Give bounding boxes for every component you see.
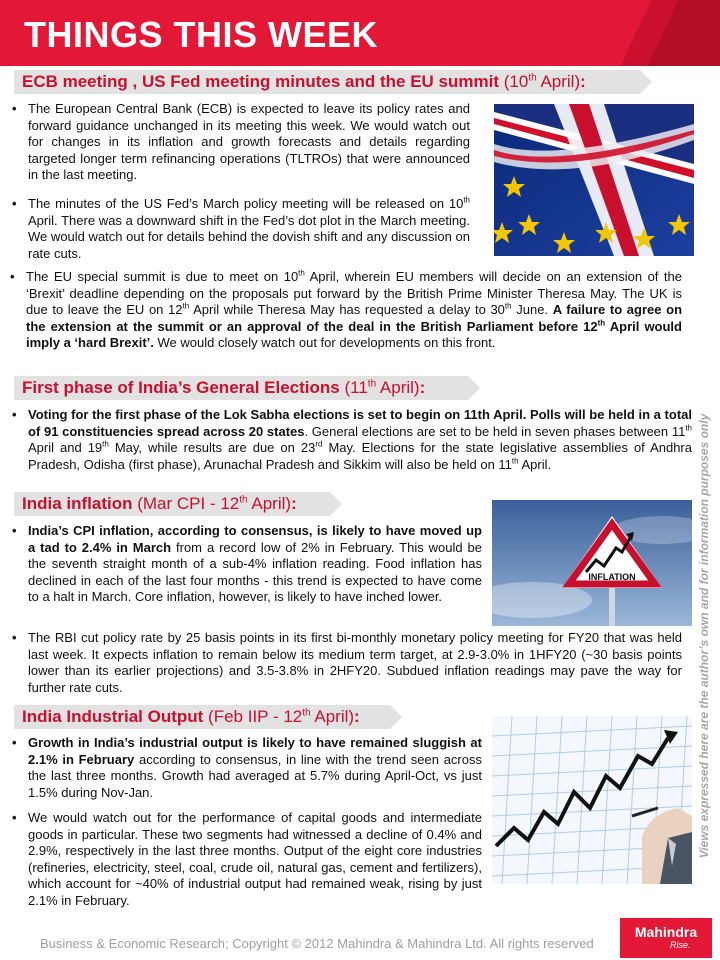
paragraph-rbi: • The RBI cut policy rate by 25 basis points in its first bi-monthly monetary policy meeting for FY20 that was held last week. It expects inflation to remain below its medium term target, at 2.9-3.0% in 1HFY20 (~30 basis points lower than its earlier projections) and 3.5-3.8% in 2HFY20. Subdued inflation readings may pave the way for further rate cuts. (28, 630, 682, 696)
paragraph-fed-minutes: • The minutes of the US Fed’s March policy meeting will be released on 10th April. There was a downward shift in the Fed’s dot plot in the March meeting. We would watch out for details behind the dovish shift and any discussion on rate cuts. (28, 196, 470, 262)
inflation-sign-image (492, 500, 692, 626)
footer-copyright: Business & Economic Research; Copyright © 2012 Mahindra & Mahindra Ltd. All rights reserved (40, 936, 594, 951)
inflation-sign-label: INFLATION (588, 572, 636, 582)
paragraph-eu-summit: • The EU special summit is due to meet on 10th April, wherein EU members will decide on an extension of the ‘Brexit’ deadline depending on the proposals put forward by the British Prime Minister Theresa May. The UK is due to leave the EU on 12th April while Theresa May has requested a delay to 30th June. A failure to agree on the extension at the summit or an approval of the deal in the British Parliament before 12th April would imply a ‘hard Brexit’. We would closely watch out for developments on this front. (26, 269, 682, 352)
paragraph-ecb: • The European Central Bank (ECB) is expected to leave its policy rates and forward guidance unchanged in its meeting this week. We would watch out for changes in its inflation and growth forecasts and details regarding targeted longer term refinancing operations (TLTROs) that were announced in the last meeting. (28, 101, 470, 184)
logo-tagline: Rise. (670, 940, 691, 950)
uk-eu-flag-image (494, 104, 694, 256)
section-header-ecb: ECB meeting , US Fed meeting minutes and the EU summit (10th April): (14, 70, 640, 94)
paragraph-elections: • Voting for the first phase of the Lok Sabha elections is set to begin on 11th April. Polls will be held in a total of 91 constituencies spread across 20 states. General elections are set to be held in seven phases between 11th April and 19th May, while results are due on 23rd May. Elections for the state legislative assemblies of Andhra Pradesh, Odisha (first phase), Arunachal Pradesh and Sikkim will also be held on 11th April. (28, 407, 692, 473)
paragraph-iip: • Growth in India’s industrial output is likely to have remained sluggish at 2.1% in February according to consensus, in line with the trend seen across the last three months. Growth had averaged at 5.7% during April-Oct, vs just 1.5% during Nov-Jan. (28, 735, 482, 801)
header-stripe-decoration (570, 0, 720, 66)
growth-chart-image (492, 716, 692, 884)
section-header-elections: First phase of India’s General Elections (11th April): (14, 376, 468, 400)
paragraph-cpi: • India’s CPI inflation, according to consensus, is likely to have moved up a tad to 2.4% in March from a record low of 2% in February. This would be the seventh straight month of a sub-4% inflation reading. Food inflation has declined in each of the last four months - this trend is expected to have come to a halt in March. Core inflation, however, is likely to have inched lower. (28, 523, 482, 606)
section-header-inflation: India inflation (Mar CPI - 12th April): (14, 492, 330, 516)
page-title: THINGS THIS WEEK (24, 14, 379, 55)
header-banner (0, 0, 720, 66)
logo-name: Mahindra (634, 924, 698, 940)
paragraph-capital-goods: • We would watch out for the performance of capital goods and intermediate goods in particular. These two segments had witnessed a decline of 0.4% and 2.9%, respectively in the last three months. Output of the eight core industries (refineries, electricity, steel, coal, crude oil, natural gas, cement and fertilizers), which account for ~40% of industrial output had remained weak, rising by just 2.1% in February. (28, 810, 482, 909)
disclaimer-vertical: Views expressed here are the author’s own and for information purposes only (697, 413, 711, 859)
mahindra-logo (620, 918, 712, 958)
section-header-iip: India Industrial Output (Feb IIP - 12th April): (14, 705, 390, 729)
